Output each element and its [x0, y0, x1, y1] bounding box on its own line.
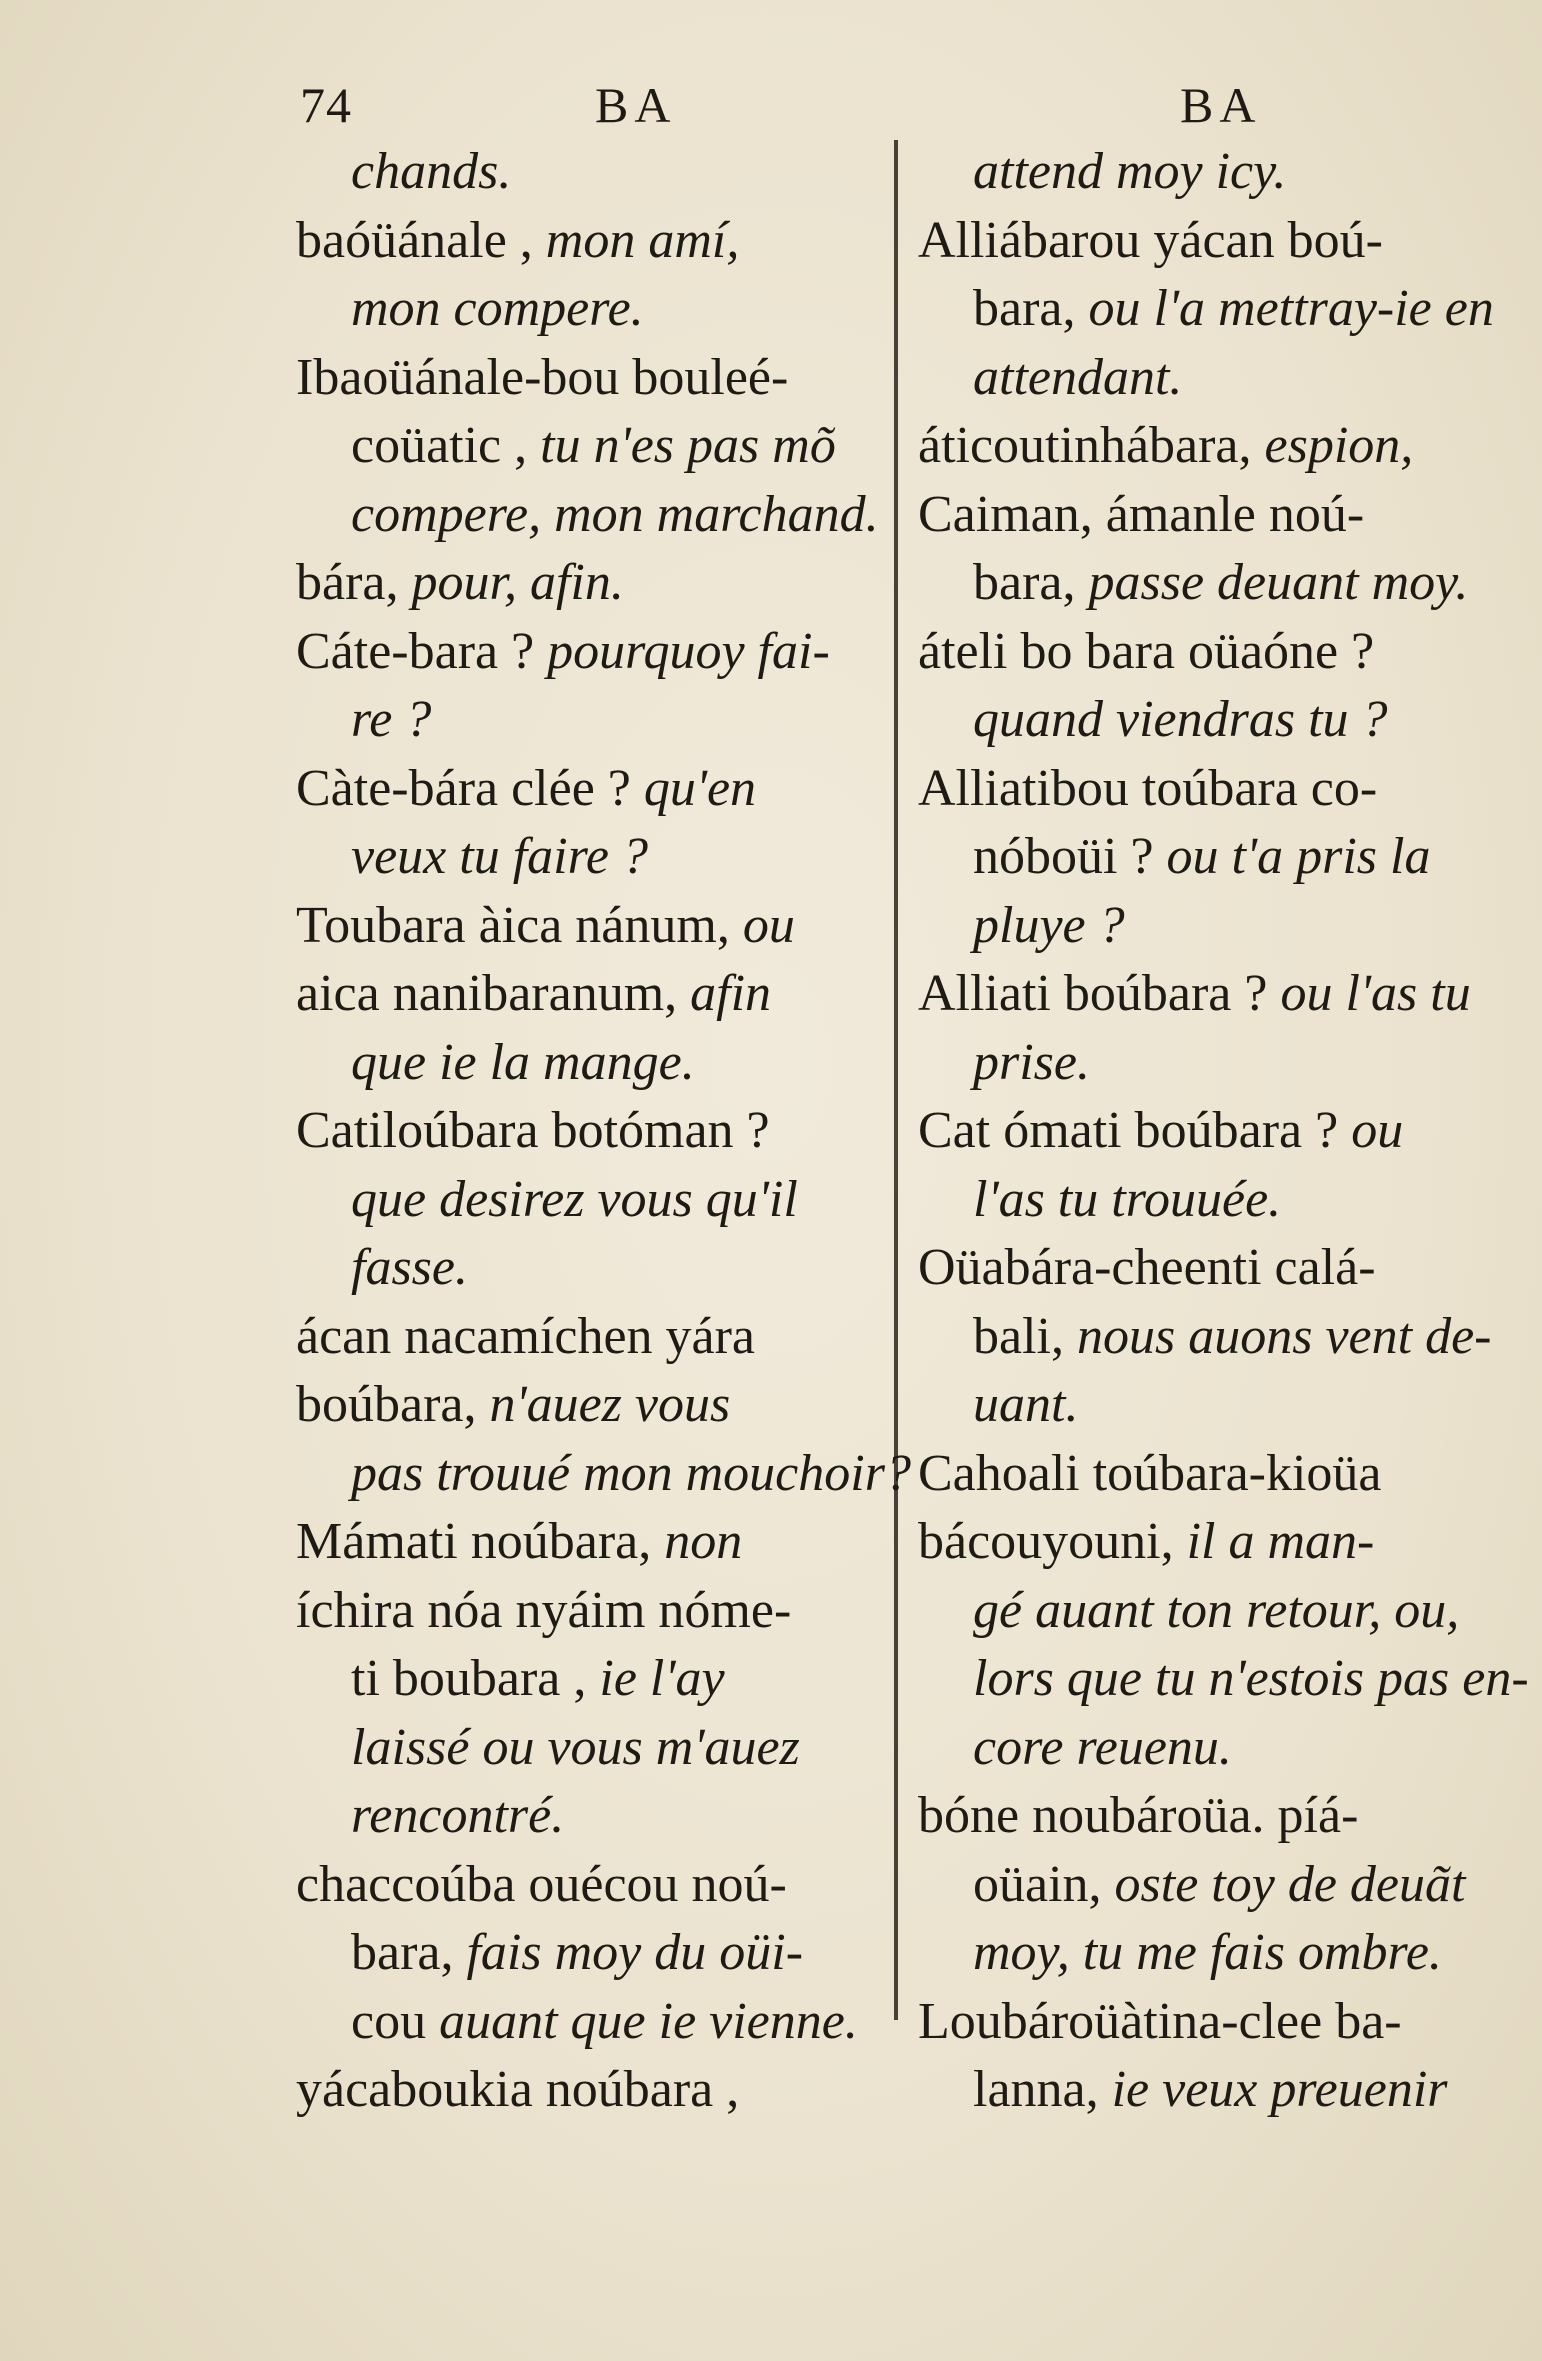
- french-translation: core reuenu.: [973, 1718, 1232, 1776]
- caraibe-text: ácan nacamíchen yára: [296, 1307, 756, 1365]
- dictionary-line: [918, 275, 1518, 344]
- caraibe-text: Cáte-bara ?: [296, 622, 548, 680]
- dictionary-line: [296, 1097, 876, 1166]
- dictionary-line: [296, 1440, 911, 1509]
- french-translation: passe deuant moy.: [1088, 554, 1469, 611]
- dictionary-line: [918, 207, 1518, 276]
- dictionary-line: [918, 2056, 1518, 2125]
- dictionary-line: [918, 1577, 1518, 1646]
- dictionary-line: [296, 1851, 876, 1920]
- caraibe-text: Catiloúbara botóman ?: [296, 1102, 770, 1159]
- dictionary-line: [296, 1577, 876, 1646]
- dictionary-line: [918, 1988, 1518, 2057]
- dictionary-line: [296, 138, 876, 207]
- french-translation: ou: [742, 896, 795, 954]
- dictionary-line: [296, 1508, 876, 1577]
- dictionary-line: [296, 1988, 876, 2057]
- french-translation: prise.: [973, 1033, 1090, 1091]
- caraibe-text: Toubara àica nánum,: [296, 896, 743, 954]
- dictionary-line: [296, 686, 876, 755]
- caraibe-text: chaccoúba ouécou noú-: [296, 1855, 787, 1913]
- dictionary-line: [296, 412, 876, 481]
- left-column: [296, 138, 911, 2125]
- french-translation: pourquoy fai-: [547, 622, 830, 680]
- french-translation: mon compere.: [351, 280, 644, 337]
- dictionary-line: [918, 823, 1518, 892]
- dictionary-line: [296, 549, 876, 618]
- french-translation: auant que ie vienne.: [439, 1992, 858, 2050]
- french-translation: attendant.: [973, 348, 1183, 406]
- caraibe-text: Alliati boúbara ?: [918, 965, 1281, 1022]
- french-translation: moy, tu me fais ombre.: [973, 1924, 1442, 1981]
- french-translation: nous auons vent de-: [1076, 1307, 1492, 1365]
- caraibe-text: Oüabára-cheenti calá-: [918, 1239, 1376, 1296]
- french-translation: chands.: [351, 143, 512, 200]
- caraibe-text: Alliatibou toúbara co-: [918, 759, 1378, 817]
- caraibe-text: baóüánale ,: [296, 211, 546, 269]
- dictionary-line: [918, 1782, 1518, 1851]
- dictionary-line: [296, 1782, 876, 1851]
- french-translation: n'auez vous: [489, 1376, 731, 1433]
- dictionary-line: [918, 549, 1518, 618]
- french-translation: uant.: [973, 1376, 1079, 1433]
- caraibe-text: nóboüi ?: [973, 828, 1167, 885]
- dictionary-line: [918, 1166, 1518, 1235]
- column-divider: [894, 140, 898, 2020]
- french-translation: lors que tu n'estois pas en-: [973, 1650, 1529, 1707]
- dictionary-line: [296, 344, 876, 413]
- french-translation: ie l'ay: [599, 1650, 725, 1707]
- french-translation: ou l'as tu: [1280, 965, 1471, 1022]
- french-translation: pluye ?: [973, 896, 1125, 954]
- caraibe-text: Càte-bára clée ?: [296, 759, 644, 817]
- dictionary-line: [918, 1508, 1518, 1577]
- dictionary-line: [918, 1851, 1518, 1920]
- dictionary-line: [918, 138, 1518, 207]
- running-head-right: BA: [1180, 77, 1262, 133]
- caraibe-text: áteli bo bara oüaóne ?: [918, 622, 1375, 680]
- dictionary-line: [296, 2056, 876, 2125]
- dictionary-line: [296, 207, 876, 276]
- french-translation: ie veux preuenir: [1111, 2061, 1448, 2118]
- french-translation: afin: [690, 965, 772, 1022]
- page-number: 74: [300, 77, 352, 133]
- dictionary-line: [296, 1234, 876, 1303]
- caraibe-text: Caiman, ámanle noú-: [918, 485, 1365, 543]
- dictionary-line: [918, 1303, 1518, 1372]
- caraibe-text: oüain,: [973, 1855, 1115, 1913]
- french-translation: qu'en: [643, 759, 757, 817]
- caraibe-text: Mámati noúbara,: [296, 1513, 665, 1570]
- french-translation: quand viendras tu ?: [973, 691, 1388, 748]
- dictionary-line: [296, 1029, 876, 1098]
- caraibe-text: Alliábarou yácan boú-: [918, 211, 1383, 269]
- dictionary-line: [918, 1097, 1518, 1166]
- french-translation: fasse.: [351, 1239, 468, 1296]
- caraibe-text: boúbara,: [296, 1376, 490, 1433]
- french-translation: non: [664, 1513, 743, 1570]
- french-translation: gé auant ton retour, ou,: [973, 1581, 1460, 1639]
- french-translation: veux tu faire ?: [351, 828, 648, 885]
- dictionary-line: [918, 481, 1518, 550]
- caraibe-text: cou: [351, 1992, 440, 2050]
- dictionary-line: [918, 1029, 1518, 1098]
- dictionary-line: [296, 275, 876, 344]
- caraibe-text: bara,: [973, 280, 1089, 337]
- french-translation: que ie la mange.: [351, 1033, 695, 1091]
- dictionary-line: [918, 1645, 1529, 1714]
- dictionary-line: [296, 960, 876, 1029]
- dictionary-line: [918, 412, 1518, 481]
- french-translation: laissé ou vous m'auez: [351, 1718, 800, 1776]
- dictionary-line: [918, 1371, 1518, 1440]
- caraibe-text: yácaboukia noúbara ,: [296, 2061, 740, 2118]
- caraibe-text: áticoutinhábara,: [918, 417, 1265, 474]
- caraibe-text: bali,: [973, 1307, 1077, 1365]
- caraibe-text: bara,: [351, 1924, 467, 1981]
- dictionary-line: [918, 1440, 1518, 1509]
- page-header: [0, 62, 1542, 142]
- french-translation: espion,: [1264, 417, 1414, 474]
- french-translation: compere, mon marchand.: [351, 485, 879, 543]
- dictionary-line: [918, 960, 1518, 1029]
- french-translation: oste toy de deuãt: [1114, 1855, 1466, 1913]
- caraibe-text: bóne noubároüa. píá-: [918, 1787, 1359, 1844]
- caraibe-text: ti boubara ,: [351, 1650, 600, 1707]
- caraibe-text: bara,: [973, 554, 1089, 611]
- dictionary-line: [296, 1371, 876, 1440]
- caraibe-text: bára,: [296, 554, 412, 611]
- caraibe-text: bácouyouni,: [918, 1513, 1187, 1570]
- french-translation: rencontré.: [351, 1787, 565, 1844]
- french-translation: il a man-: [1186, 1513, 1375, 1570]
- dictionary-line: [296, 1645, 876, 1714]
- french-translation: que desirez vous qu'il: [351, 1170, 798, 1228]
- french-translation: mon amí,: [545, 211, 740, 269]
- caraibe-text: Cahoali toúbara-kioüa: [918, 1444, 1382, 1502]
- dictionary-line: [296, 618, 876, 687]
- caraibe-text: Loubároüàtina-clee ba-: [918, 1992, 1402, 2050]
- caraibe-text: íchira nóa nyáim nóme-: [296, 1581, 792, 1639]
- caraibe-text: aica nanibaranum,: [296, 965, 691, 1022]
- french-translation: attend moy icy.: [973, 143, 1287, 200]
- dictionary-line: [296, 1919, 876, 1988]
- dictionary-line: [918, 344, 1518, 413]
- right-column: [918, 138, 1529, 2125]
- dictionary-line: [918, 892, 1518, 961]
- dictionary-line: [296, 1303, 876, 1372]
- french-translation: fais moy du oüi-: [466, 1924, 804, 1981]
- dictionary-line: [296, 481, 879, 550]
- dictionary-line: [918, 1234, 1518, 1303]
- dictionary-line: [918, 755, 1518, 824]
- dictionary-line: [918, 1919, 1518, 1988]
- french-translation: ou l'a mettray-ie en: [1088, 280, 1494, 337]
- french-translation: ou t'a pris la: [1166, 828, 1431, 885]
- caraibe-text: Cat ómati boúbara ?: [918, 1102, 1352, 1159]
- dictionary-line: [296, 755, 876, 824]
- caraibe-text: lanna,: [973, 2061, 1112, 2118]
- french-translation: ou: [1351, 1102, 1404, 1159]
- dictionary-line: [296, 1714, 876, 1783]
- french-translation: re ?: [351, 691, 432, 748]
- caraibe-text: coüatic ,: [351, 417, 541, 474]
- running-head-left: BA: [595, 77, 677, 133]
- french-translation: pour, afin.: [411, 554, 624, 611]
- dictionary-line: [918, 686, 1518, 755]
- dictionary-line: [296, 1166, 876, 1235]
- caraibe-text: Ibaoüánale-bou bouleé-: [296, 348, 789, 406]
- french-translation: pas trouué mon mouchoir?: [351, 1444, 911, 1502]
- dictionary-line: [296, 823, 876, 892]
- dictionary-line: [296, 892, 876, 961]
- dictionary-line: [918, 618, 1518, 687]
- french-translation: l'as tu trouuée.: [973, 1170, 1282, 1228]
- french-translation: tu n'es pas mõ: [540, 417, 836, 474]
- dictionary-line: [918, 1714, 1518, 1783]
